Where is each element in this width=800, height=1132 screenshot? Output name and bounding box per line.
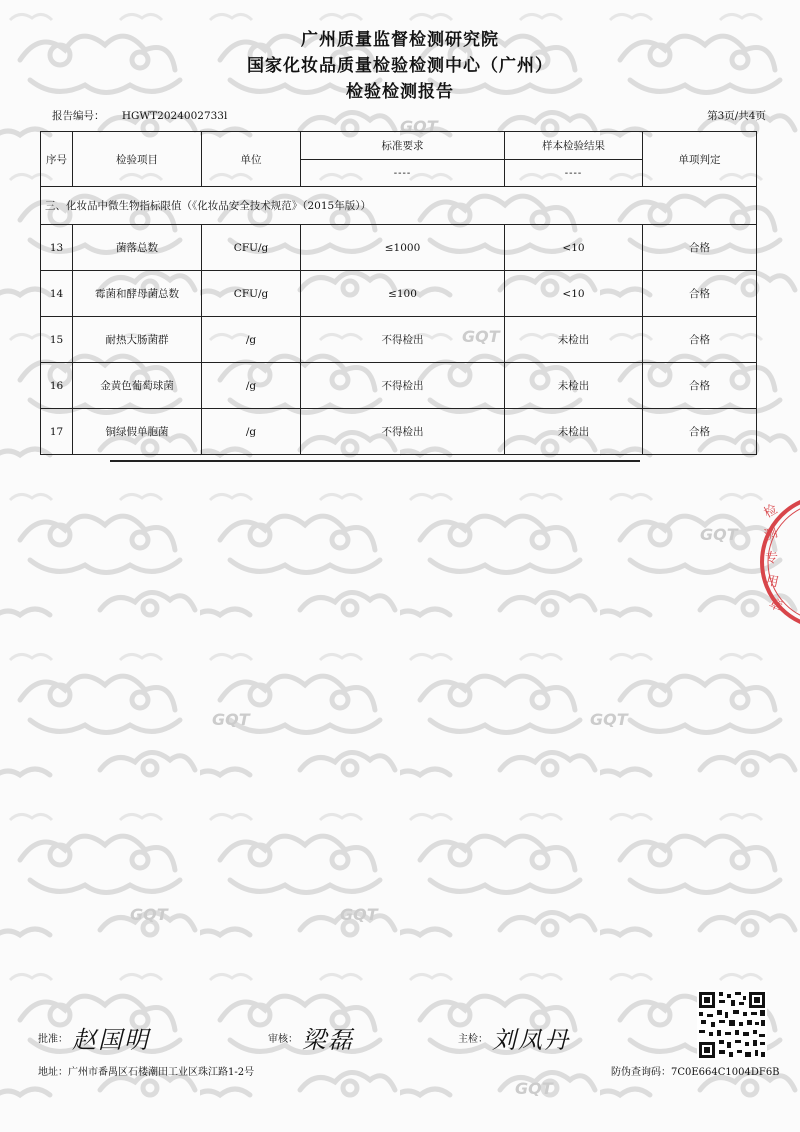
qr-code	[697, 990, 767, 1060]
report-number-label: 报告编号：	[52, 110, 105, 122]
verify-label: 防伪查询码：	[611, 1067, 671, 1078]
cell-item: 霉菌和酵母菌总数	[73, 271, 202, 317]
table-row	[41, 363, 757, 409]
report-number	[52, 108, 227, 123]
header-standard: 标准要求	[301, 132, 505, 160]
cell-standard: ≤1000	[301, 225, 505, 271]
cell-no: 13	[41, 225, 73, 271]
center-name: 国家化妆品质量检验检测中心（广州）	[247, 56, 553, 76]
report-title: 检验检测报告	[346, 82, 454, 102]
header-item: 检验项目	[73, 132, 202, 187]
cell-item: 耐热大肠菌群	[73, 317, 202, 363]
cell-standard: ≤100	[301, 271, 505, 317]
table-row	[41, 317, 757, 363]
watermark-logo: GQT	[590, 710, 628, 729]
header-result: 样本检验结果	[505, 132, 643, 160]
header-result-sub: ----	[505, 160, 643, 187]
cell-no: 14	[41, 271, 73, 317]
cell-standard: 不得检出	[301, 317, 505, 363]
cell-unit: CFU/g	[202, 271, 301, 317]
verify-code-line	[611, 1063, 780, 1078]
svg-text:章: 章	[766, 596, 785, 616]
cell-result: <10	[505, 225, 643, 271]
cell-unit: /g	[202, 409, 301, 455]
section-title: 三、化妆品中微生物指标限值（《化妆品安全技术规范》（2015年版））	[41, 187, 757, 225]
cell-judgment: 合格	[643, 317, 757, 363]
approver-signature: 赵国明	[72, 1026, 150, 1054]
cell-judgment: 合格	[643, 225, 757, 271]
watermark-logo: GQT	[212, 710, 250, 729]
cell-no: 17	[41, 409, 73, 455]
table-end-rule	[110, 460, 640, 462]
section-row	[41, 187, 757, 225]
inspector-block	[458, 1020, 570, 1055]
reviewer-label: 审核：	[268, 1034, 298, 1045]
institute-name: 广州质量监督检测研究院	[301, 30, 499, 50]
results-table-wrapper	[40, 131, 756, 455]
address-value: 广州市番禺区石楼潮田工业区珠江路1-2号	[68, 1067, 255, 1078]
address-label: 地址：	[38, 1067, 68, 1078]
cell-item: 铜绿假单胞菌	[73, 409, 202, 455]
cell-standard: 不得检出	[301, 409, 505, 455]
inspector-label: 主检：	[458, 1034, 488, 1045]
watermark-logo: GQT	[700, 525, 738, 544]
cell-unit: CFU/g	[202, 225, 301, 271]
verify-code: 7C0E664C1004DF6B	[671, 1067, 780, 1078]
report-meta	[52, 108, 766, 123]
watermark-logo: GQT	[400, 117, 438, 136]
table-row	[41, 409, 757, 455]
cell-result: <10	[505, 271, 643, 317]
svg-text:用: 用	[764, 573, 781, 591]
watermark-logo: GQT	[130, 905, 168, 924]
inspector-signature: 刘凤丹	[492, 1026, 570, 1054]
page-indicator: 第3页/共4页	[707, 110, 766, 122]
table-row	[41, 225, 757, 271]
cell-unit: /g	[202, 363, 301, 409]
approver-label: 批准：	[38, 1034, 68, 1045]
cell-no: 16	[41, 363, 73, 409]
cell-judgment: 合格	[643, 271, 757, 317]
signature-row	[38, 1020, 762, 1056]
header-no: 序号	[41, 132, 73, 187]
header-standard-sub: ----	[301, 160, 505, 187]
svg-text:测: 测	[762, 525, 780, 544]
watermark-logo: GQT	[515, 1079, 553, 1098]
cell-unit: /g	[202, 317, 301, 363]
svg-text:专: 专	[765, 551, 779, 566]
inspection-seal	[758, 492, 800, 632]
address-line	[38, 1063, 254, 1078]
header-judgment: 单项判定	[643, 132, 757, 187]
table-row	[41, 271, 757, 317]
header-unit: 单位	[202, 132, 301, 187]
cell-item: 金黄色葡萄球菌	[73, 363, 202, 409]
report-number-value: HGWT2024002733l	[121, 110, 228, 122]
cell-judgment: 合格	[643, 409, 757, 455]
reviewer-signature: 梁磊	[302, 1026, 354, 1054]
results-table	[40, 131, 757, 455]
watermark-logo: GQT	[462, 327, 500, 346]
report-title-block	[0, 26, 800, 106]
cell-item: 菌落总数	[73, 225, 202, 271]
reviewer-block	[268, 1020, 354, 1055]
cell-result: 未检出	[505, 317, 643, 363]
cell-result: 未检出	[505, 409, 643, 455]
cell-standard: 不得检出	[301, 363, 505, 409]
watermark-logo: GQT	[340, 905, 378, 924]
svg-text:检: 检	[761, 501, 781, 522]
cell-judgment: 合格	[643, 363, 757, 409]
cell-result: 未检出	[505, 363, 643, 409]
approver-block	[38, 1020, 150, 1055]
cell-no: 15	[41, 317, 73, 363]
